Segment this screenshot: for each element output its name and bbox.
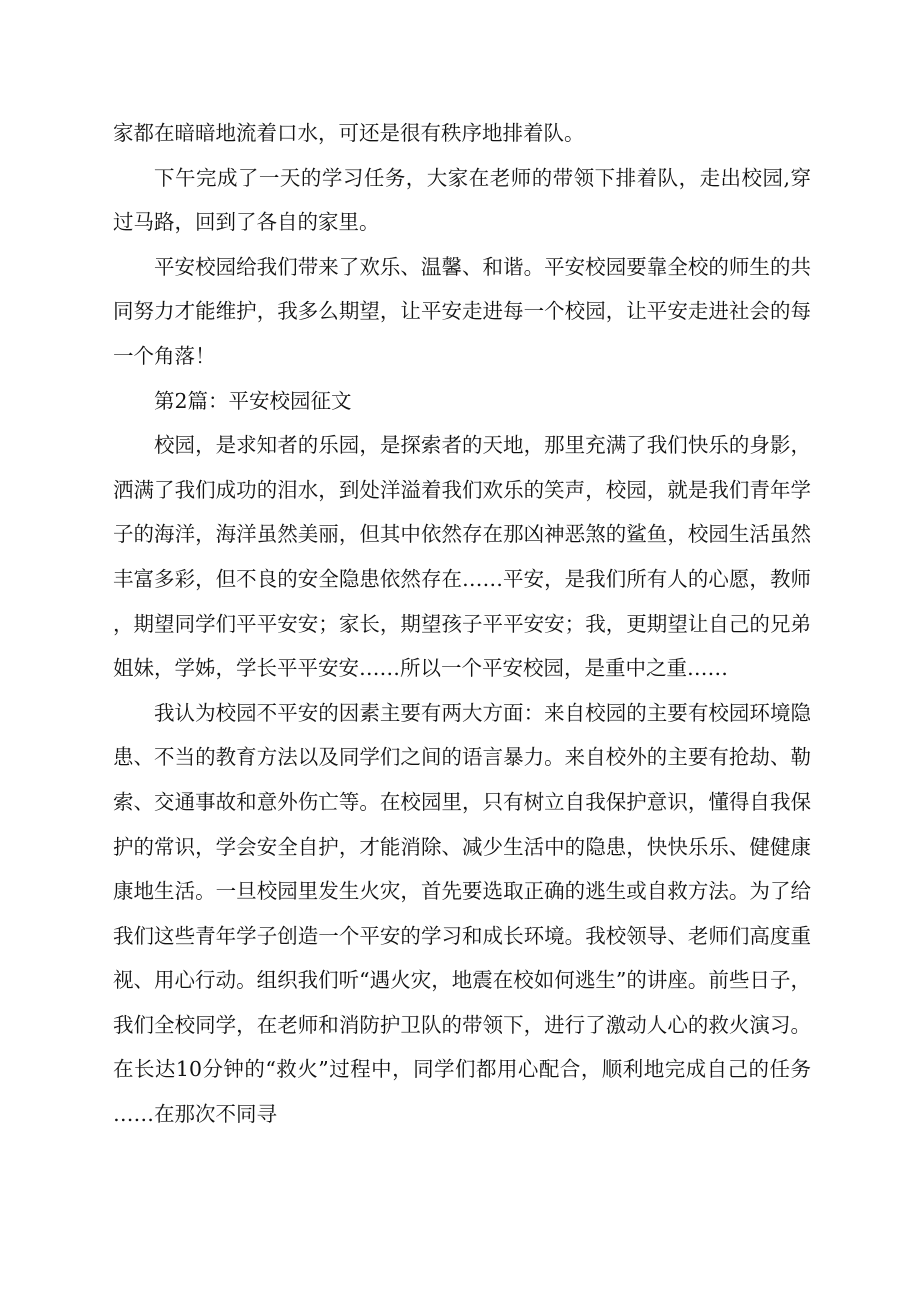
paragraph: 校园，是求知者的乐园，是探索者的天地，那里充满了我们快乐的身影，洒满了我们成功的泪水，到处洋溢着我们欢乐的笑声，校园，就是我们青年学子的海洋，海洋虽然美丽，但其中依然存在那凶神恶煞的鲨鱼，校园生活虽然丰富多彩，但不良的安全隐患依然存在……平安，是我们所有人的心愿，教师，期望同学们平平安安；家长，期望孩子平平安安；我，更期望让自己的兄弟姐妹，学姊，学长平平安安……所以一个平安校园，是重中之重…… bbox=[113, 433, 811, 681]
paragraph-continued: 家都在暗暗地流着口水，可还是很有秩序地排着队。 bbox=[113, 121, 585, 145]
document-body bbox=[113, 111, 811, 1137]
paragraph: 下午完成了一天的学习任务，大家在老师的带领下排着队，走出校园,穿过马路，回到了各自的家里。 bbox=[113, 165, 811, 235]
paragraph: 平安校园给我们带来了欢乐、温馨、和谐。平安校园要靠全校的师生的共同努力才能维护，我多么期望，让平安走进每一个校园，让平安走进社会的每一个角落！ bbox=[113, 254, 811, 368]
paragraph: 我认为校园不平安的因素主要有两大方面：来自校园的主要有校园环境隐患、不当的教育方法以及同学们之间的语言暴力。来自校外的主要有抢劫、勒索、交通事故和意外伤亡等。在校园里，只有树立自我保护意识，懂得自我保护的常识，学会安全自护，才能消除、减少生活中的隐患，快快乐乐、健健康康地生活。一旦校园里发生火灾，首先要选取正确的逃生或自救方法。为了给我们这些青年学子创造一个平安的学习和成长环境。我校领导、老师们高度重视、用心行动。组织我们听“遇火灾，地震在校如何逃生”的讲座。前些日子，我们全校同学，在老师和消防护卫队的带领下，进行了激动人心的救火演习。在长达10分钟的“救火”过程中，同学们都用心配合，顺利地完成自己的任务……在那次不同寻 bbox=[113, 700, 811, 1127]
section-heading: 第2篇：平安校园征文 bbox=[154, 388, 352, 413]
